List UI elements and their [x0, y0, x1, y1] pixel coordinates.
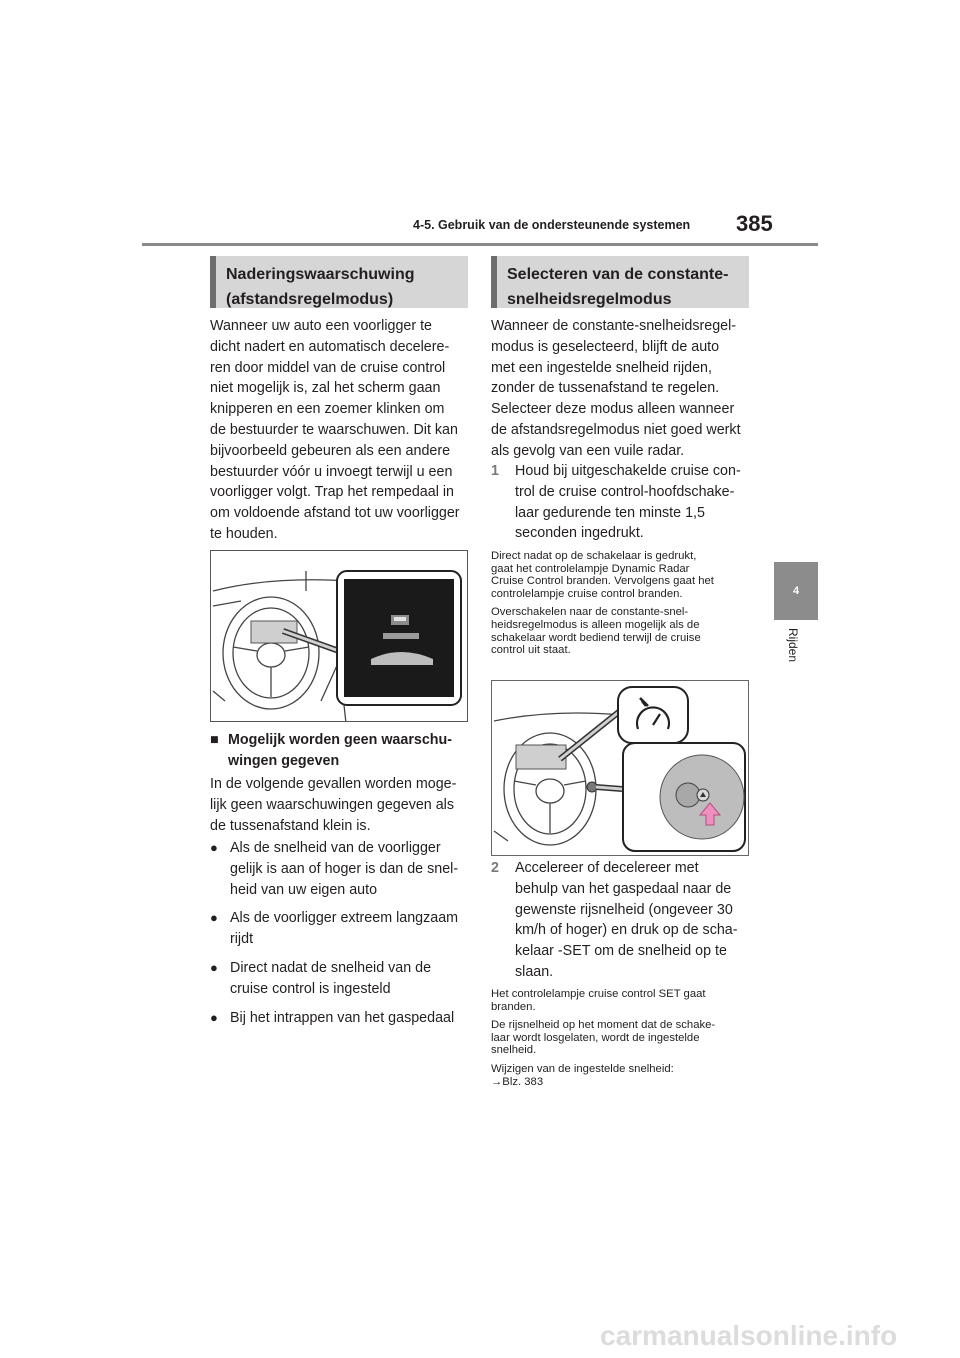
indicator-callout: [618, 687, 688, 743]
text-line: Wanneer de constante-snelheidsregel-: [491, 318, 737, 334]
proximity-warning-illustration: [210, 550, 468, 722]
note: De rijsnelheid op het moment dat de schake- laar wordt losgelaten, wordt de ingestelde snelheid.: [491, 1019, 716, 1057]
bullet-icon: ●: [210, 959, 218, 975]
text-line: laar gedurende ten minste 1,5: [515, 504, 705, 521]
step-2-notes: [491, 988, 753, 1094]
text-line: knipperen en een zoemer klinken om: [210, 401, 445, 418]
square-bullet-icon: ■: [210, 732, 219, 748]
text-line: Houd bij uitgeschakelde cruise con-: [515, 463, 741, 479]
text-line: om voldoende afstand tot uw voorligger: [210, 505, 460, 522]
text-line: behulp van het gaspedaal naar de: [515, 880, 732, 897]
proximity-warning-paragraph: [210, 316, 472, 545]
text-line: lijk geen waarschuwingen gegeven als: [210, 796, 454, 813]
steering-switch-drawing: [492, 681, 749, 856]
list-item: [210, 908, 472, 950]
list-item: [210, 1008, 472, 1029]
text-line: te houden.: [210, 525, 278, 542]
text-line: de tussenafstand klein is.: [210, 817, 371, 834]
bullet-icon: ●: [210, 1009, 218, 1025]
step-number: 2: [491, 860, 499, 876]
step-number: 1: [491, 463, 499, 479]
bullet-list: [210, 838, 472, 1028]
text-line: als gevolg van een vuile radar.: [491, 442, 685, 459]
cruise-switch-illustration: [491, 680, 749, 856]
chapter-tab[interactable]: 4: [774, 562, 818, 620]
text-line: Als de voorligger extreem langzaam: [230, 910, 459, 927]
text-line: Mogelijk worden geen waarschu-: [228, 732, 453, 748]
text-line: rijdt: [230, 931, 254, 948]
note: Het controlelampje cruise control SET gaat branden.: [491, 988, 706, 1013]
list-item: [210, 838, 472, 900]
watermark: carmanualsonline.info: [600, 1320, 898, 1351]
text-line: ren door middel van de cruise control: [210, 359, 446, 376]
text-line: Als de snelheid van de voorligger: [230, 840, 441, 856]
step-2: [491, 858, 753, 983]
text-line: bijvoorbeeld gebeuren als een andere: [210, 442, 451, 459]
text-line: seconden ingedrukt.: [515, 525, 644, 542]
text-line: de afstandsregelmodus niet goed werkt: [491, 421, 741, 438]
bullet-icon: ●: [210, 840, 218, 855]
running-header: 4-5. Gebruik van de ondersteunende systemen: [413, 218, 691, 232]
text-line: niet mogelijk is, zal het scherm gaan: [210, 380, 441, 397]
text-line: Selecteer deze modus alleen wanneer: [491, 401, 735, 418]
step-1-notes: [491, 550, 753, 663]
bullet-icon: ●: [210, 910, 218, 926]
text-line: cruise control is ingesteld: [230, 980, 391, 997]
heading-line: (afstandsregelmodus): [226, 291, 394, 308]
heading-line: snelheidsregelmodus: [507, 291, 672, 308]
section-heading-proximity-warning: [210, 256, 468, 308]
no-warnings-intro: [210, 774, 472, 836]
chapter-title: Rijden: [786, 628, 800, 663]
constant-speed-paragraph: [491, 316, 753, 462]
text-line: Direct nadat de snelheid van de: [230, 959, 432, 976]
note: Overschakelen naar de constante-snel- heidsregelmodus is alleen mogelijk als de schakelaar wordt bediend terwijl de cruise control uit staat.: [491, 606, 701, 657]
text-line: wingen gegeven: [228, 752, 340, 769]
subheading-no-warnings: [210, 730, 472, 772]
dashboard-drawing: [211, 551, 468, 722]
heading-line: Naderingswaarschuwing: [226, 266, 415, 283]
cruise-switch: [587, 782, 597, 792]
page-reference-link[interactable]: →Blz. 383: [491, 1075, 544, 1088]
section-heading-constant-speed-mode: [491, 256, 749, 308]
distance-bar-icon: [383, 633, 419, 639]
text-line: km/h of hoger) en druk op de scha-: [515, 922, 738, 939]
note: Wijzigen van de ingestelde snelheid: →Blz. 383: [491, 1062, 674, 1088]
text-line: Bij het intrappen van het gaspedaal: [230, 1009, 455, 1026]
text-line: bestuurder vóór u invoegt terwijl u een: [210, 463, 453, 480]
text-line: voorligger volgt. Trap het rempedaal in: [210, 484, 454, 501]
text-line: zonder de tussenafstand te regelen.: [491, 380, 720, 397]
text-line: Accelereer of decelereer met: [515, 860, 699, 876]
header-rule: [142, 243, 818, 246]
text-line: modus is geselecteerd, blijft de auto: [491, 338, 720, 355]
step-1: [491, 461, 753, 544]
note: Direct nadat op de schakelaar is gedrukt, gaat het controlelampje Dynamic Radar Cruise Control branden. Vervolgens gaat het controlelampje cruise control branden.: [491, 550, 714, 600]
text-line: heid van uw eigen auto: [230, 881, 378, 898]
text-line: kelaar -SET om de snelheid op te: [515, 943, 727, 960]
text-line: gewenste rijsnelheid (ongeveer 30: [515, 901, 733, 918]
text-line: de bestuurder te waarschuwen. Dit kan: [210, 421, 458, 438]
text-line: dicht nadert en automatisch decelere-: [210, 338, 450, 355]
text-line: In de volgende gevallen worden moge-: [210, 776, 457, 792]
text-line: Wanneer uw auto een voorligger te: [210, 318, 432, 334]
text-line: slaan.: [515, 963, 554, 980]
text-line: trol de cruise control-hoofdschake-: [515, 483, 735, 500]
heading-line: Selecteren van de constante-: [507, 266, 729, 283]
page-number: 385: [736, 211, 773, 236]
chapter-label: [784, 628, 804, 688]
list-item: [210, 958, 472, 1000]
text-line: met een ingestelde snelheid rijden,: [491, 359, 712, 376]
text-line: gelijk is aan of hoger is dan de snel-: [230, 860, 459, 877]
